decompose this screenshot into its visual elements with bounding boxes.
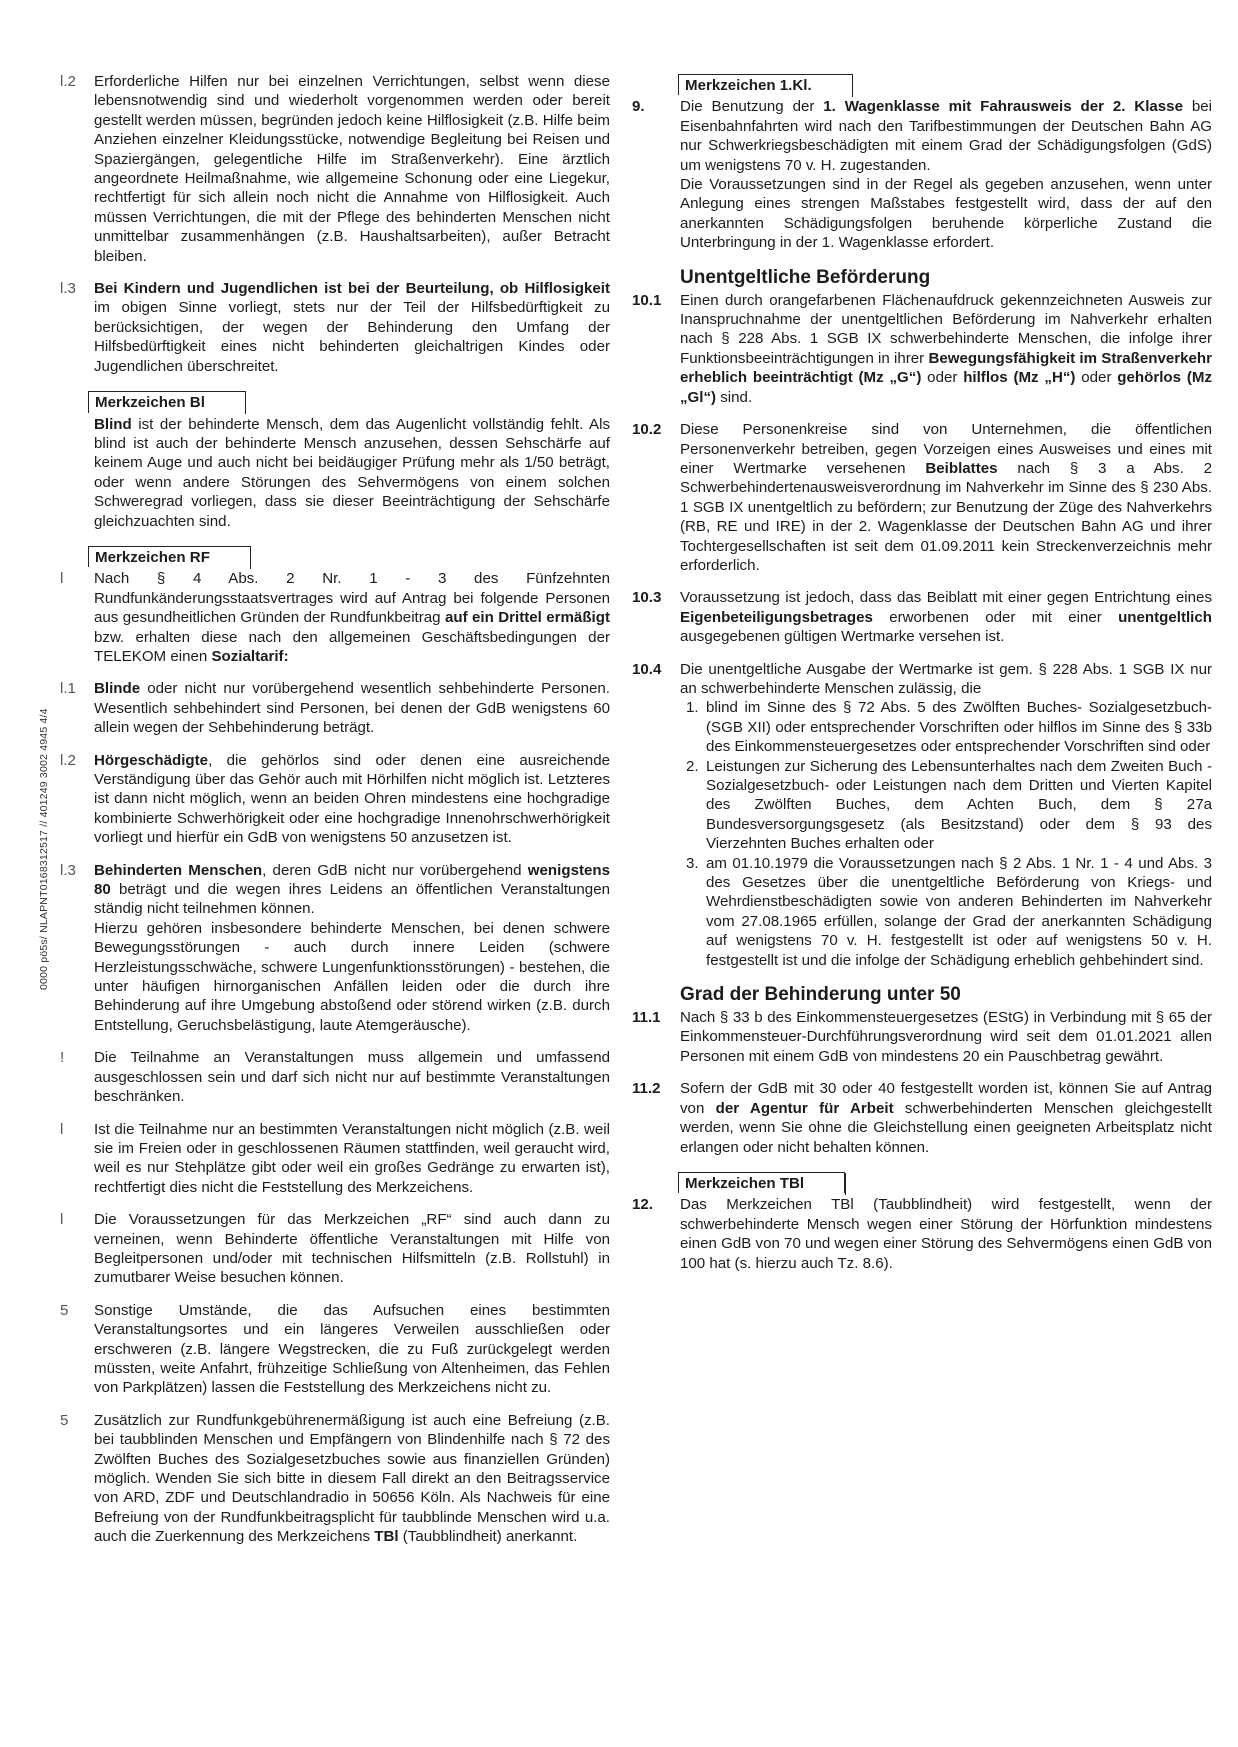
paragraph-text: erworbenen oder mit einer [872, 608, 1119, 626]
section-10-4 [632, 660, 1212, 971]
paragraph-text: Hierzu gehören insbesondere behinderte Menschen, bei denen schwere Bewegungsstörungen - auch durch innere Leiden (schwere Herzleistungsschwäche, schwere Lungenfunktionsstörungen) - bestehen, die unter häufigen hirnorganischen Anfällen leiden oder die durch ihre Behinderung auf ihre Umgebung abstoßend oder störend wirken (z.B. durch Entstellung, Geruchsbelästigung, laute Atemgeräusche). [94, 919, 610, 1034]
paragraph-bold: Blind [94, 415, 132, 433]
section-rf-4 [60, 1210, 610, 1288]
section-10-2 [632, 420, 1212, 575]
item-number: l [60, 570, 64, 588]
paragraph-bold: auf ein Drittel ermäßigt [444, 609, 610, 627]
item-number: 10.2 [632, 421, 662, 439]
paragraph-text: Nach § 33 b des Einkommensteuergesetzes (EStG) in Verbindung mit § 65 der Einkommensteuer-Durchführungsverordnung wird seit dem 01.01.2021 allen Personen mit einem GdB von mindestens 20 ein Pauschbetrag gewährt. [680, 1009, 1212, 1065]
section-12 [632, 1195, 1212, 1273]
paragraph-text: schwerbehinderten Menschen gleichgestellt werden, wenn Sie ohne die Gleichstellung einen geeigneten Arbeitsplatz nicht erlangen oder nicht behalten können. [680, 1099, 1213, 1156]
item-number: 9. [632, 98, 645, 116]
paragraph-text: beträgt und die wegen ihres Leidens an öffentlichen Veranstaltungen ständig nicht teilnehmen können. [94, 881, 610, 918]
document-code-margin: 0000 pö5s/ NLAPNT0168312517 // 401249 3002 4945 4/4 [38, 708, 50, 990]
paragraph-text: Die unentgeltliche Ausgabe der Wertmarke ist gem. § 228 Abs. 1 SGB IX nur an schwerbehinderte Menschen zulässig, die [680, 660, 1212, 697]
paragraph-text: Nach § 4 Abs. 2 Nr. 1 - 3 des Fünfzehnten Rundfunkänderungsstaatsvertrages wird auf Antrag bei folgende Personen aus gesundheitlichen Gründen der Rundfunkbeitrag [94, 570, 610, 627]
paragraph-bold: Hörgeschädigte [94, 751, 209, 769]
paragraph-bold: Bewegungsfähigkeit im Straßenverkehr erheblich beeinträchtigt (Mz „G“) [680, 349, 1212, 387]
paragraph-text: nach § 3 a Abs. 2 Schwerbehindertenausweisverordnung im Nahverkehr im Sinne des § 230 Abs. 1 SGB IX unentgeltlich zu befördern; zur Benutzung der Züge des Nahverkehrs (RB, RE und IRE) in der 2. Wagenklasse der Deutschen Bahn AG und ihrer Tochtergesellschaften ist seit dem 01.09.2011 kein Streckenverzeichnis mehr erforderlich. [680, 459, 1212, 574]
section-10-1 [632, 291, 1212, 407]
item-number: 11.2 [632, 1080, 661, 1098]
paragraph-text: , deren GdB nicht nur vorübergehend [262, 861, 528, 879]
section-rf-l2-hoergeschaedigte [60, 751, 610, 848]
list-item [686, 698, 1212, 756]
list-item [686, 757, 1212, 854]
paragraph-text: Das Merkzeichen TBl (Taubblindheit) wird festgestellt, wenn der schwerbehinderte Mensch wegen einer Störung der Hörfunktion mindestens einen GdB von 70 und wegen einer Störung des Sehvermögens einen GdB von 100 hat (s. hierzu auch Tz. 8.6). [680, 1196, 1212, 1272]
section-9 [632, 97, 1212, 252]
paragraph-text: oder nicht nur vorübergehend wesentlich sehbehinderte Personen. Wesentlich sehbehindert sind Personen, bei denen der GdB wenigstens 60 allein wegen der Sehbehinderung beträgt. [94, 680, 610, 737]
paragraph-text: Sofern der GdB mit 30 oder 40 festgestellt worden ist, können Sie auf Antrag von [680, 1080, 1212, 1117]
section-rf-6 [60, 1411, 610, 1547]
item-number: l.2 [60, 751, 76, 769]
paragraph-text: Die Teilnahme an Veranstaltungen muss allgemein und umfassend ausgeschlossen sein und darf sich nicht nur auf bestimmte Veranstaltungen beschränken. [94, 1049, 610, 1106]
paragraph-bold: TBl [374, 1528, 399, 1546]
list-item [686, 854, 1212, 970]
paragraph-bold: Behinderten Menschen [94, 861, 263, 879]
item-number: l [60, 1211, 64, 1229]
list-number: 1. [686, 699, 699, 717]
section-rf-intro [60, 569, 610, 666]
item-number: 10.4 [632, 660, 662, 678]
paragraph-bold: Sozialtarif: [211, 647, 289, 665]
paragraph-bold: Bei Kindern und Jugendlichen ist bei der Beurteilung, ob Hilflosigkeit [94, 280, 610, 298]
paragraph-bold: unentgeltlich [1118, 608, 1212, 626]
right-column [632, 72, 1212, 1286]
paragraph-bold: der Agentur für Arbeit [715, 1099, 894, 1117]
item-number: 5 [60, 1411, 69, 1429]
heading-grad-der-behinderung: Grad der Behinderung unter 50 [680, 984, 961, 1006]
item-number: 12. [632, 1196, 653, 1214]
paragraph-bold: Blinde [94, 680, 141, 698]
heading-unentgeltliche-befoerderung: Unentgeltliche Beförderung [680, 266, 931, 288]
list-text: am 01.10.1979 die Voraussetzungen nach § 2 Abs. 1 Nr. 1 - 4 und Abs. 3 des Gesetzes über die unentgeltliche Beförderung von Kriegs- und Wehrdienstbeschädigten sowie von anderen Behinderten im Nahverkehr vom 27.08.1965 erfüllen, solange der Grad der anerkannten Schädigung auf wenigstens 70 v. H. festgestellt ist oder auf wenigstens 50 v. H. festgestellt ist und die infolge der Schädigung erheblich gehbehindert sind. [706, 854, 1212, 969]
paragraph-text: oder [1075, 369, 1118, 387]
paragraph-text: Ist die Teilnahme nur an bestimmten Veranstaltungen nicht möglich (z.B. weil sie im Freien oder in geschlossenen Räumen stattfinden, weil geraucht wird, weil es nur Stehplätze gibt oder weil ein großes Gedränge zu erwarten ist), rechtfertigt dies nicht die Feststellung des Merkzeichens. [94, 1120, 610, 1196]
paragraph-text: oder [921, 369, 964, 387]
section-blind [60, 415, 610, 531]
paragraph-text: im obigen Sinne vorliegt, stets nur der Teil der Hilfsbedürftigkeit zu berücksichtigen, der wegen der Behinderung den Umfang der Hilfsbedürftigkeit eines nicht behinderten gleichaltrigen Kindes oder Jugendlichen überschreitet. [94, 299, 610, 375]
section-rf-3 [60, 1120, 610, 1198]
section-rf-l1-blinde [60, 679, 610, 737]
list-text: blind im Sinne des § 72 Abs. 5 des Zwölften Buches- Sozialgesetzbuch- (SGB XII) oder entsprechender Vorschriften oder hilflos im Sinne des § 33b des Einkommensteuergesetzes oder entsprechender Vorschriften sind oder [706, 699, 1212, 756]
heading-merkzeichen-rf: Merkzeichen RF [88, 546, 251, 567]
paragraph-text: Einen durch orangefarbenen Flächenaufdruck gekennzeichneten Ausweis zur Inanspruchnahme der unentgeltlichen Beförderung im Nahverkehr erhalten nach § 228 Abs. 1 SGB IX schwerbehinderte Menschen, die infolge ihrer Funktionsbeeinträchtigungen in ihrer [680, 291, 1212, 367]
paragraph-text: , die gehörlos sind oder denen eine ausreichende Verständigung über das Gehör auch mit Hörhilfen nicht möglich ist. Letzteres ist dann nicht möglich, wenn an beiden Ohren mindestens eine hochgradige kombinierte Schwerhörigkeit oder eine hochgradige Innenohrschwerhörigkeit vorliegt und hierfür ein GdB von wenigstens 50 anzusetzen ist. [94, 751, 610, 847]
paragraph-text: Erforderliche Hilfen nur bei einzelnen Verrichtungen, selbst wenn diese lebensnotwendig sind und wiederholt vorgenommen werden oder bereit gestellt werden müssen, begründen jedoch keine Hilflosigkeit (z.B. Hilfe beim Anziehen einzelner Kleidungsstücke, notwendige Begleitung bei Reisen und Spaziergängen, gelegentliche Hilfe im Straßenverkehr). Eine ärztlich angeordnete Heilmaßnahme, wie allgemeine Schonung oder eine Liegekur, rechtfertigt für sich allein noch nicht die Annahme von Hilflosigkeit. Auch müssen Verrichtungen, die mit der Pflege des behinderten Menschen nicht unmittelbar zusammenhängen (z.B. Haushaltsarbeiten), außer Betracht bleiben. [94, 73, 610, 265]
item-number: l.2 [60, 73, 76, 90]
section-l3-kinder [60, 279, 610, 376]
left-column [60, 72, 610, 1560]
heading-merkzeichen-bl: Merkzeichen Bl [88, 391, 246, 412]
item-number: l [60, 1120, 64, 1138]
section-rf-l3-behinderte [60, 861, 610, 1036]
paragraph-text: Sonstige Umstände, die das Aufsuchen eines bestimmten Veranstaltungsortes und ein längeres Verweilen ausschließen oder erschweren (z.B. längere Wegstrecken, die zu Fuß zurückgelegt werden müssten, weite Anfahrt, frühzeitige Schließung von Altenheimen, das Fehlen von Parkplätzen) lassen die Feststellung des Merkzeichens nicht zu. [94, 1301, 610, 1397]
list-number: 3. [686, 854, 699, 872]
item-number: l.1 [60, 680, 76, 698]
heading-merkzeichen-1kl: Merkzeichen 1.Kl. [678, 74, 853, 95]
list-text: Leistungen zur Sicherung des Lebensunterhaltes nach dem Zweiten Buch -Sozialgesetzbuch- oder Leistungen nach dem Dritten und Vierten Kapitel des Zwölften Buches, dem Achten Buch, dem § 27a Bundesversorgungsgesetz (als Besitzstand) oder dem § 93 des Vierzehnten Buches erhalten oder [706, 757, 1212, 853]
paragraph-text: bzw. erhalten diese nach den allgemeinen Geschäftsbedingungen der TELEKOM einen [94, 628, 610, 665]
list-number: 2. [686, 757, 699, 775]
paragraph-bold: Eigenbeteiligungsbetrages [680, 608, 873, 626]
paragraph-text: bei Eisenbahnfahrten wird nach den Tarifbestimmungen der Deutschen Bahn AG nur Schwerkriegsbeschädigten mit einem Grad der Schädigungsfolgen (GdS) um wenigstens 70 v. H. zugestanden. [680, 98, 1212, 174]
paragraph-bold: wenigstens 80 [94, 861, 610, 899]
section-11-2 [632, 1079, 1212, 1157]
paragraph-text: (Taubblindheit) anerkannt. [398, 1528, 578, 1546]
paragraph-bold: gehörlos (Mz „Gl“) [680, 369, 1212, 406]
paragraph-text: ist der behinderte Mensch, dem das Augenlicht vollständig fehlt. Als blind ist auch der behinderte Mensch anzusehen, dessen Sehschärfe auf keinem Auge und auch nicht bei beidäugiger Prüfung mehr als 1/50 beträgt, oder wenn andere Störungen des Sehvermögens von einem solchen Schweregrad vorliegen, dass sie dieser Beeinträchtigung der Sehschärfe gleichzuachten sind. [94, 415, 610, 530]
paragraph-text: ausgegebenen gültigen Wertmarke versehen ist. [680, 628, 1005, 646]
paragraph-text: Voraussetzung ist jedoch, dass das Beiblatt mit einer gegen Entrichtung eines [680, 589, 1212, 607]
item-number: 10.1 [632, 291, 662, 309]
paragraph-text: Diese Personenkreise sind von Unternehmen, die öffentlichen Personenverkehr betreiben, gegen Vorzeigen eines Ausweises und eines mit einer Wertmarke versehenen [680, 421, 1212, 477]
paragraph-text: Die Benutzung der [680, 98, 824, 116]
paragraph-text: Die Voraussetzungen für das Merkzeichen „RF“ sind auch dann zu verneinen, wenn Behinderte öffentliche Veranstaltungen mit Hilfe von Begleitpersonen und/oder mit technischen Hilfsmitteln (z.B. Rollstuhl) in zumutbarer Weise besuchen können. [94, 1211, 610, 1287]
item-number: ! [60, 1049, 65, 1067]
paragraph-bold: 1. Wagenklasse mit Fahrausweis der 2. Klasse [823, 98, 1183, 116]
paragraph-text: sind. [716, 388, 753, 406]
paragraph-bold: hilflos (Mz „H“) [963, 369, 1076, 387]
section-rf-2 [60, 1048, 610, 1106]
section-10-3 [632, 588, 1212, 646]
item-number: 5 [60, 1301, 69, 1319]
item-number: l.3 [60, 280, 76, 298]
section-l2-hilflos [60, 72, 610, 266]
section-11-1 [632, 1008, 1212, 1066]
item-number: 10.3 [632, 589, 662, 607]
section-rf-5 [60, 1301, 610, 1398]
paragraph-text: Zusätzlich zur Rundfunkgebührenermäßigung ist auch eine Befreiung (z.B. bei taubblinden Menschen und Empfängern von Blindenhilfe nach § 72 des Zwölften Buches des Sozialgesetzbuches sowie aus finanziellen Gründen) möglich. Wenden Sie sich bitte in diesem Fall direkt an den Beitragsservice von ARD, ZDF und Deutschlandradio in 50656 Köln. Als Nachweis für eine Befreiung von der Rundfunkbeitragsplicht für taubblinde Menschen wird u.a. auch die Zuerkennung des Merkzeichens [94, 1411, 610, 1546]
item-number: l.3 [60, 861, 76, 879]
heading-merkzeichen-tbl: Merkzeichen TBl [678, 1172, 845, 1193]
item-number: 11.1 [632, 1009, 661, 1027]
paragraph-text: Die Voraussetzungen sind in der Regel als gegeben anzusehen, wenn unter Anlegung eines strengen Maßstabes festgestellt wird, dass der auf den anerkannten Schädigungsfolgen beruhende körperliche Zustand die Unterbringung in der 1. Wagenklasse erfordert. [680, 176, 1212, 252]
paragraph-bold: Beiblattes [925, 459, 998, 477]
